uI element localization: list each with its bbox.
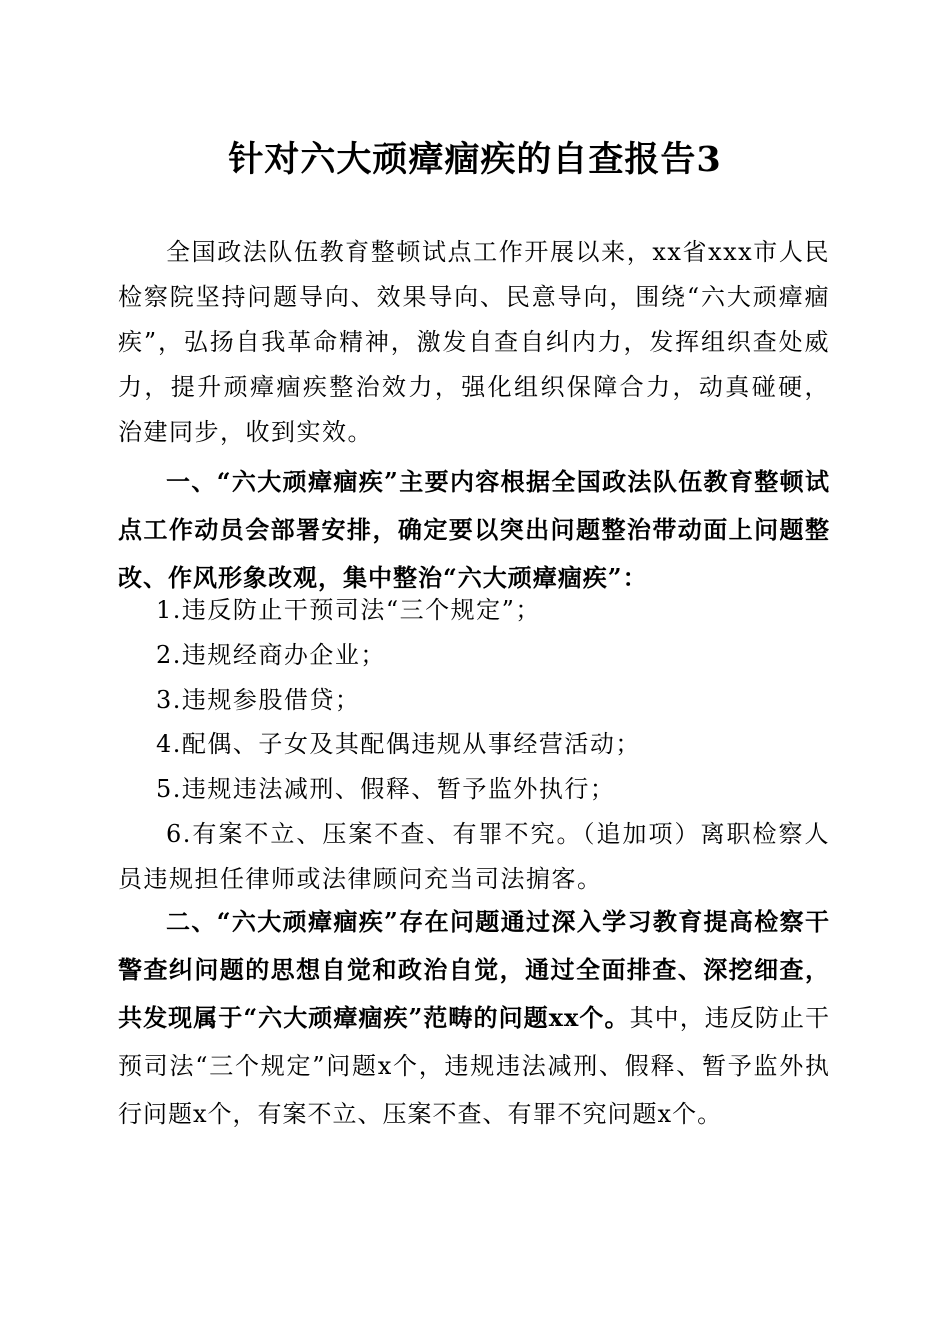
list-item-4: 4.配偶、子女及其配偶违规从事经营活动； [156, 730, 641, 758]
list-item-3: 3.违规参股借贷； [156, 686, 361, 714]
section-1-heading: 一、“六大顽瘴痼疾”主要内容根据全国政法队伍教育整顿试点工作动员会部署安排，确定要以突出问题整治带动面上问题整改、作风形象改观，集中整治“六大顽瘴痼疾”： [118, 467, 830, 592]
list-item-2: 2.违规经商办企业； [156, 641, 386, 669]
list-item-5: 5.违规违法减刑、假释、暂予监外执行； [156, 775, 616, 803]
list-item-1: 1.违反防止干预司法“三个规定”； [156, 596, 541, 624]
section-2-heading: 二、“六大顽瘴痼疾”存在问题通过深入学习教育提高检察干警查纠问题的思想自觉和政治自觉，通过全面排查、深挖细查，共发现属于“六大顽瘴痼疾”范畴的问题xx个。 [118, 907, 830, 1032]
intro-paragraph: 全国政法队伍教育整顿试点工作开展以来，xx省xxx市人民检察院坚持问题导向、效果导向、民意导向，围绕“六大顽瘴痼疾”，弘扬自我革命精神，激发自查自纠内力，发挥组织查处威力，提升顽瘴痼疾整治效力，强化组织保障合力，动真碰硬，治建同步，收到实效。 [118, 238, 830, 446]
document-title: 针对六大顽瘴痼疾的自查报告3 [228, 139, 722, 180]
section-2-paragraph [118, 898, 830, 1138]
list-item-6: 6.有案不立、压案不查、有罪不究。（追加项）离职检察人员违规担任律师或法律顾问充当司法掮客。 [118, 820, 830, 893]
section-2-body: 其中，违反防止干预司法“三个规定”问题x个，违规违法减刑、假释、暂予监外执行问题x个，有案不立、压案不查、有罪不究问题x个。 [118, 1004, 831, 1128]
